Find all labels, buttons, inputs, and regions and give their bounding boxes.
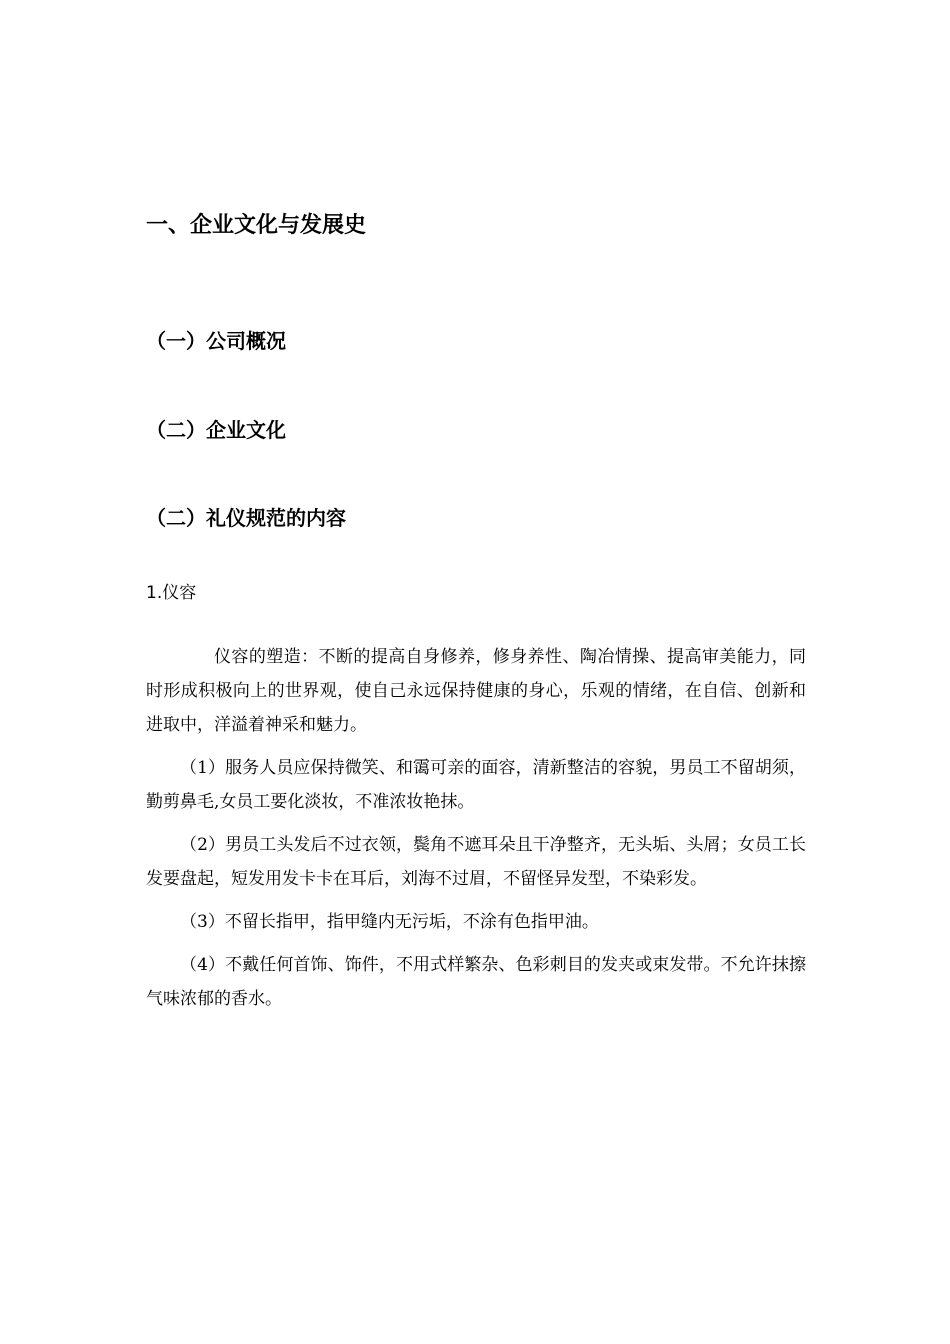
body-text: [146, 640, 806, 1025]
section-heading-company-overview: （一）公司概况: [146, 329, 286, 353]
paragraph-item-4: （4）不戴任何首饰、饰件，不用式样繁杂、色彩刺目的发夹或束发带。不允许抹擦气味浓郁的香水。: [146, 955, 806, 1009]
paragraph-appearance-shaping: 仪容的塑造：不断的提高自身修养，修身养性、陶冶情操、提高审美能力，同时形成积极向上的世界观，使自己永远保持健康的身心，乐观的情绪，在自信、创新和进取中，洋溢着神采和魅力。: [146, 647, 806, 735]
paragraph-item-1: （1）服务人员应保持微笑、和霭可亲的面容，清新整洁的容貌，男员工不留胡须，勤剪鼻毛,女员工要化淡妆，不准浓妆艳抹。: [146, 758, 806, 812]
subsection-heading-appearance: 1.仪容: [146, 583, 197, 603]
paragraph-item-3: （3）不留长指甲，指甲缝内无污垢，不涂有色指甲油。: [180, 912, 599, 932]
paragraph-item-2: （2）男员工头发后不过衣领，鬓角不遮耳朵且干净整齐，无头垢、头屑；女员工长发要盘起，短发用发卡卡在耳后，刘海不过眉，不留怪异发型，不染彩发。: [146, 835, 806, 889]
chapter-heading: 一、企业文化与发展史: [146, 213, 367, 238]
section-heading-corporate-culture: （二）企业文化: [146, 418, 286, 442]
section-heading-etiquette-content: （二）礼仪规范的内容: [146, 506, 346, 530]
